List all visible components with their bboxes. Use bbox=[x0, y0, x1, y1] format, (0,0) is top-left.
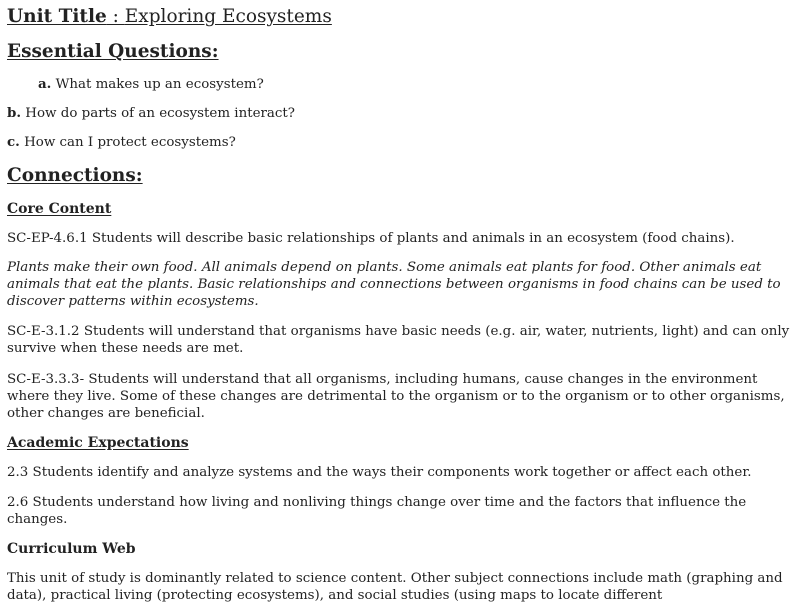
core-content-paragraph: SC-E-3.3.3- Students will understand that all organisms, including humans, cause changes in the environment where they live. Some of these changes are detrimental to the organism or to the organism or to other organisms, other changes are beneficial. bbox=[7, 372, 785, 421]
question-b bbox=[7, 105, 295, 122]
unit-title-line bbox=[7, 6, 332, 28]
core-content-paragraph: SC-EP-4.6.1 Students will describe basic relationships of plants and animals in an ecosystem (food chains). bbox=[7, 231, 735, 246]
question-text: What makes up an ecosystem? bbox=[51, 77, 264, 92]
unit-title-value: Exploring Ecosystems bbox=[124, 6, 332, 27]
question-text: How do parts of an ecosystem interact? bbox=[21, 106, 295, 121]
curriculum-web-paragraph: This unit of study is dominantly related to science content. Other subject connections include math (graphing and data), practical living (protecting ecosystems), and social studies (using maps to locate different bbox=[7, 571, 783, 603]
academic-expectations-heading: Academic Expectations bbox=[7, 435, 189, 451]
core-content-paragraph: Plants make their own food. All animals depend on plants. Some animals eat plants for food. Other animals eat animals that eat the plants. Basic relationships and connections between organisms in food chains can be used to discover patterns within ecosystems. bbox=[7, 260, 781, 309]
question-marker: c. bbox=[7, 134, 20, 150]
question-marker: a. bbox=[38, 76, 52, 92]
essential-questions-heading: Essential Questions: bbox=[7, 41, 219, 62]
unit-title-label: Unit Title bbox=[7, 6, 107, 27]
core-content-heading: Core Content bbox=[7, 201, 112, 217]
curriculum-web-heading: Curriculum Web bbox=[7, 541, 136, 557]
academic-expectation-item: 2.3 Students identify and analyze systems and the ways their components work together or affect each other. bbox=[7, 465, 752, 480]
question-text: How can I protect ecosystems? bbox=[19, 135, 236, 150]
question-marker: b. bbox=[7, 105, 22, 121]
academic-expectation-item: 2.6 Students understand how living and nonliving things change over time and the factors that influence the changes. bbox=[7, 495, 747, 527]
question-a bbox=[38, 76, 264, 93]
connections-heading: Connections: bbox=[7, 165, 143, 186]
core-content-paragraph: SC-E-3.1.2 Students will understand that organisms have basic needs (e.g. air, water, nutrients, light) and can only survive when these needs are met. bbox=[7, 324, 790, 356]
question-c bbox=[7, 134, 236, 151]
unit-title-separator: : bbox=[106, 6, 125, 27]
